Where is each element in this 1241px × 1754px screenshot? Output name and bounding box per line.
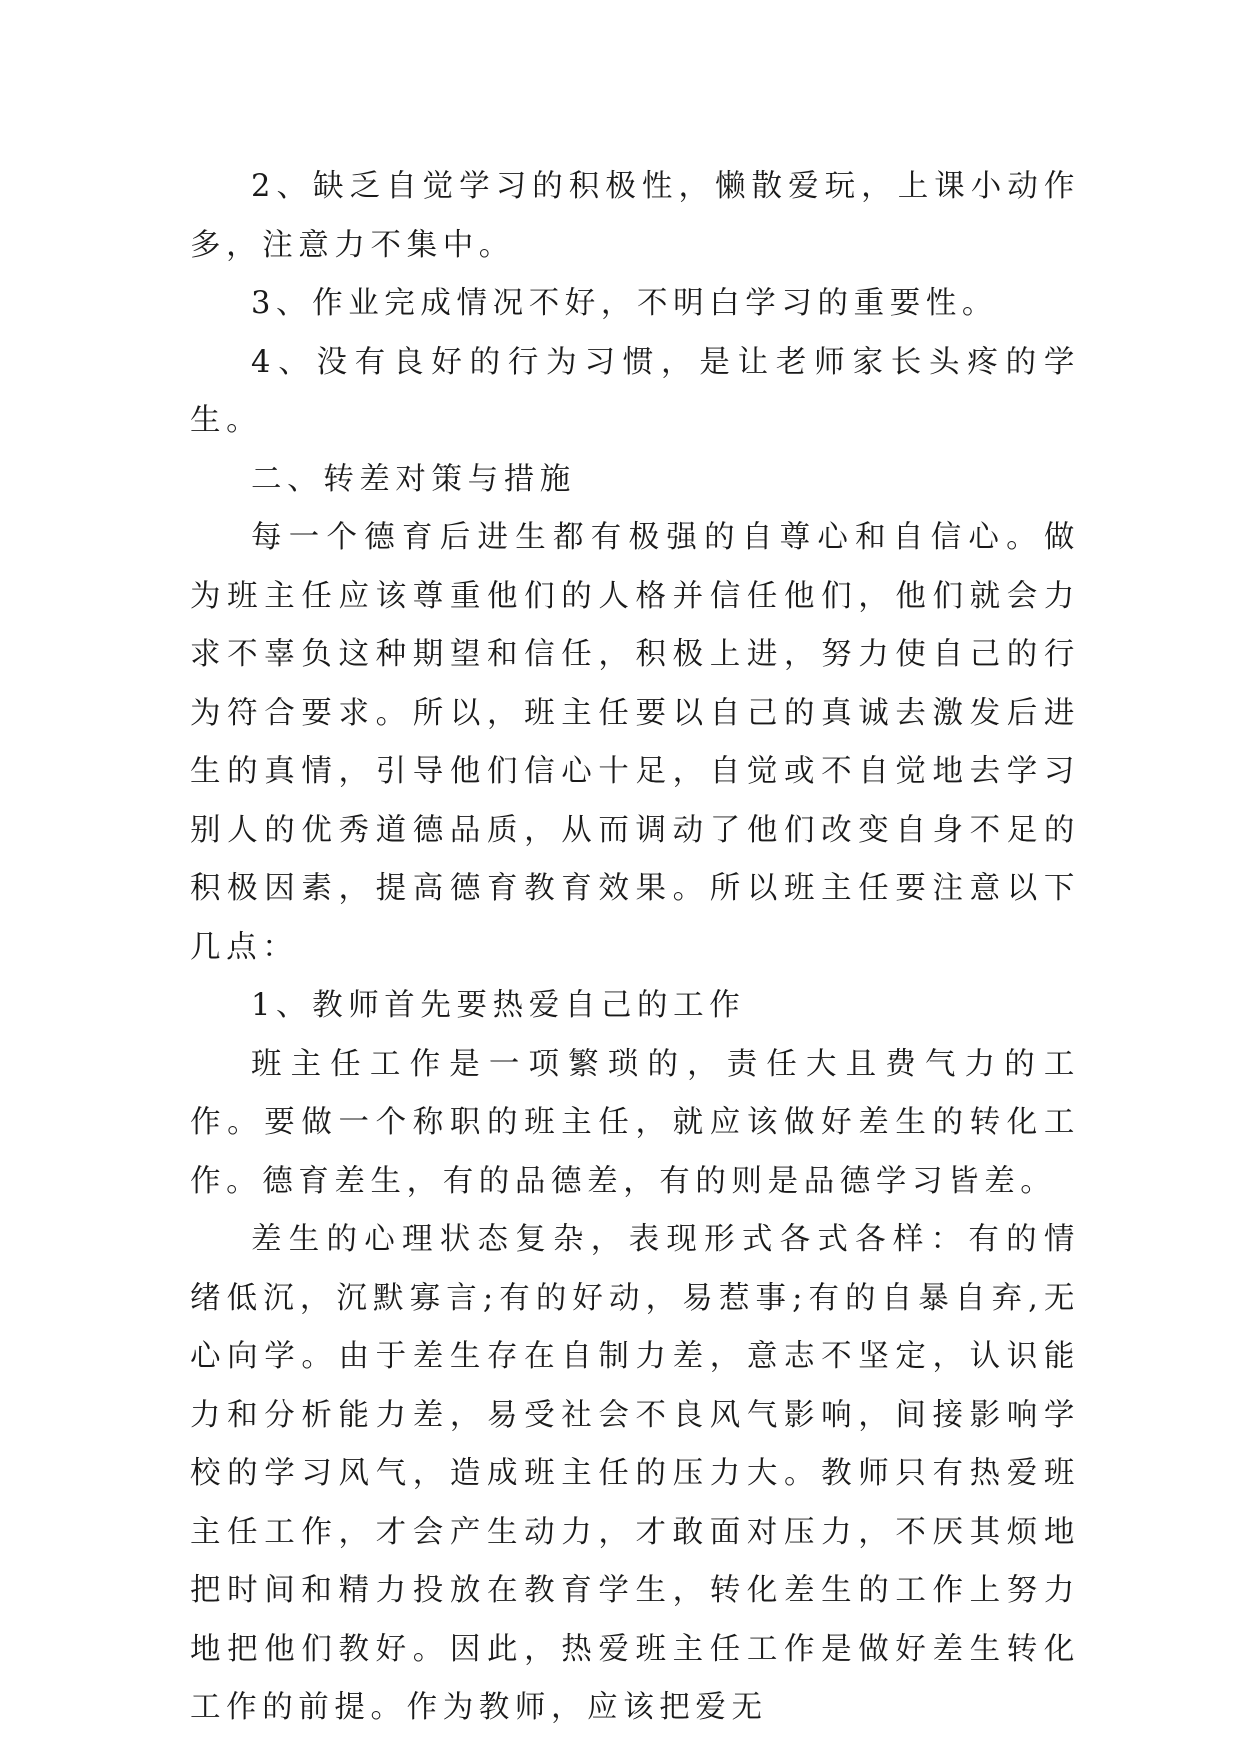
document-body bbox=[190, 158, 1080, 1738]
section-heading: 二、转差对策与措施 bbox=[251, 461, 576, 497]
paragraph-item-3: 3、作业完成情况不好，不明白学习的重要性。 bbox=[251, 286, 999, 321]
paragraph-item-4: 4、没有良好的行为习惯，是让老师家长头疼的学生。 bbox=[190, 344, 1080, 438]
paragraph-intro: 每一个德育后进生都有极强的自尊心和自信心。做为班主任应该尊重他们的人格并信任他们，他们就会力求不辜负这种期望和信任，积极上进，努力使自己的行为符合要求。所以，班主任要以自己的真诚去激发后进生的真情，引导他们信心十足，自觉或不自觉地去学习别人的优秀道德品质，从而调动了他们改变自身不足的积极因素，提高德育教育效果。所以班主任要注意以下几点： bbox=[190, 520, 1080, 965]
subsection-heading: 1、教师首先要热爱自己的工作 bbox=[251, 988, 746, 1023]
paragraph-student-psychology: 差生的心理状态复杂，表现形式各式各样：有的情绪低沉，沉默寡言;有的好动，易惹事;有的自暴自弃,无心向学。由于差生存在自制力差，意志不坚定，认识能力和分析能力差，易受社会不良风气影响，间接影响学校的学习风气，造成班主任的压力大。教师只有热爱班主任工作，才会产生动力，才敢面对压力，不厌其烦地把时间和精力投放在教育学生，转化差生的工作上努力地把他们教好。因此，热爱班主任工作是做好差生转化工作的前提。作为教师，应该把爱无 bbox=[190, 1222, 1080, 1725]
paragraph-teacher-work: 班主任工作是一项繁琐的，责任大且费气力的工作。要做一个称职的班主任，就应该做好差生的转化工作。德育差生，有的品德差，有的则是品德学习皆差。 bbox=[190, 1046, 1080, 1199]
paragraph-item-2: 2、缺乏自觉学习的积极性，懒散爱玩，上课小动作多，注意力不集中。 bbox=[190, 169, 1080, 263]
